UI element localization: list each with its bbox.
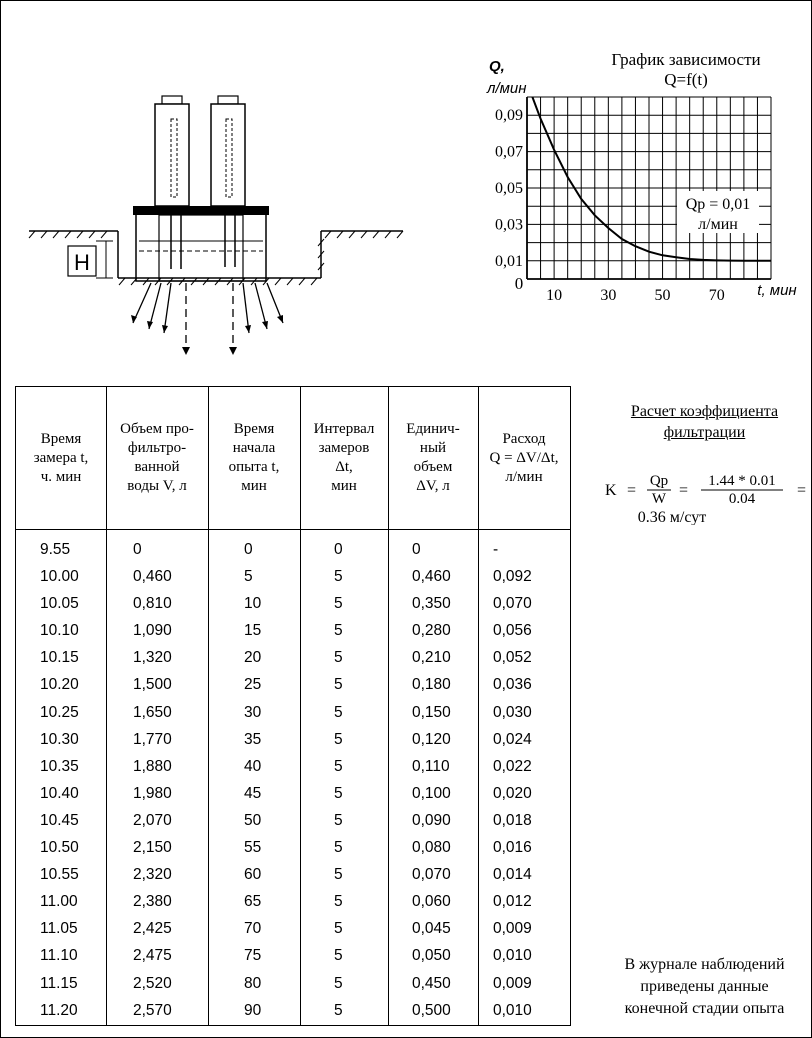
table-cell: 15 (244, 622, 262, 640)
table-cell: 1,320 (133, 649, 172, 667)
table-cell: 0,022 (493, 757, 532, 775)
formula-den1: W (651, 491, 667, 507)
table-cell: 40 (244, 757, 262, 775)
y-tick-label: 0,09 (495, 107, 523, 125)
header-interval: Интервал замеров Δt, мин (313, 421, 375, 494)
table-row (16, 781, 570, 808)
table-cell: 10.30 (40, 730, 79, 748)
table-cell: 5 (244, 568, 253, 586)
table-cell: 1,980 (133, 784, 172, 802)
table-cell: 0,180 (412, 676, 451, 694)
table-cell: 50 (244, 811, 262, 829)
table-cell: 11.10 (40, 947, 78, 965)
table-cell: 0,092 (493, 568, 532, 586)
table-cell: 25 (244, 676, 262, 694)
table-cell: 5 (334, 595, 343, 613)
table-row (16, 537, 570, 564)
table-cell: 35 (244, 730, 262, 748)
table-cell: 10 (244, 595, 262, 613)
table-cell: 0,030 (493, 703, 532, 721)
table-row (16, 591, 570, 618)
table-row (16, 889, 570, 916)
table-row (16, 808, 570, 835)
table-cell: 0,450 (412, 974, 451, 992)
table-cell: 0,012 (493, 893, 532, 911)
formula-result: 0.36 м/сут (637, 509, 707, 525)
table-cell: 0,460 (412, 568, 451, 586)
table-cell: 11.05 (40, 920, 78, 938)
table-cell: 0,150 (412, 703, 451, 721)
table-cell: 70 (244, 920, 262, 938)
table-cell: 20 (244, 649, 262, 667)
flow-rate-chart (481, 41, 811, 311)
table-cell: 5 (334, 757, 343, 775)
table-cell: 5 (334, 839, 343, 857)
table-cell: 0,210 (412, 649, 451, 667)
table-cell: 10.00 (40, 568, 79, 586)
table-cell: 0,024 (493, 730, 532, 748)
column-divider (106, 529, 107, 1025)
y-tick-label: 0,07 (495, 143, 523, 161)
qp-annotation-value: Qp = 0,01 (685, 196, 751, 213)
series-line (532, 97, 771, 261)
table-cell: 1,880 (133, 757, 172, 775)
y-tick-label: 0,05 (495, 180, 523, 197)
table-cell: - (493, 541, 499, 558)
table-cell: 75 (244, 947, 262, 965)
table-cell: 2,425 (133, 920, 172, 938)
table-cell: 11.15 (40, 974, 78, 992)
formula-eq3: = (797, 482, 807, 499)
table-cell: 0,280 (412, 622, 451, 640)
table-cell: 10.40 (40, 784, 79, 802)
table-cell: 0,014 (493, 866, 532, 884)
y-axis-label: Q, (489, 58, 505, 75)
table-cell: 5 (334, 676, 343, 694)
table-cell: 10.25 (40, 703, 79, 721)
formula-k: K (605, 482, 617, 499)
table-cell: 65 (244, 893, 262, 911)
table-cell: 0,056 (493, 622, 532, 640)
table-cell: 90 (244, 1001, 262, 1019)
table-cell: 10.50 (40, 839, 79, 857)
table-cell: 11.20 (40, 1001, 78, 1019)
table-cell: 0,009 (493, 920, 532, 938)
table-cell: 10.10 (40, 622, 79, 640)
table-cell: 0 (412, 541, 421, 558)
qp-annotation-unit: л/мин (698, 216, 738, 233)
table-cell: 5 (334, 866, 343, 884)
table-cell: 0,009 (493, 974, 532, 992)
table-cell: 0 (334, 541, 343, 558)
table-row (16, 862, 570, 889)
x-tick-label: 50 (654, 287, 671, 304)
table-cell: 0,050 (412, 947, 451, 965)
formula-eq1: = (627, 482, 637, 499)
formula-eq2: = (679, 482, 689, 499)
table-cell: 10.05 (40, 595, 79, 613)
table-cell: 0,010 (493, 947, 532, 965)
x-tick-label: 10 (546, 287, 563, 304)
table-cell: 5 (334, 811, 343, 829)
origin-label: 0 (514, 274, 524, 293)
table-cell: 1,770 (133, 730, 172, 748)
formula-num1: Qp (649, 473, 669, 489)
header-flow-rate: Расход Q = ΔV/Δt, л/мин (489, 430, 559, 485)
formula-den2: 0.04 (728, 491, 756, 507)
x-tick-label: 30 (600, 287, 617, 304)
table-cell: 0,052 (493, 649, 532, 667)
header-measure-time: Время замера t, ч. мин (33, 430, 89, 485)
measurement-table (15, 386, 571, 1026)
table-cell: 0,110 (412, 757, 450, 775)
x-tick-labels (546, 287, 725, 304)
table-cell: 2,520 (133, 974, 172, 992)
note-line3: конечной стадии опыта (624, 1000, 785, 1017)
calc-title-line2: фильтрации (663, 424, 746, 441)
table-cell: 0,460 (133, 568, 172, 586)
header-filtered-volume: Объем про- фильтро- ванной воды V, л (120, 421, 194, 494)
table-cell: 0,070 (412, 866, 451, 884)
table-cell: 0,010 (493, 1001, 532, 1019)
x-tick-label: 70 (708, 287, 725, 304)
table-cell: 5 (334, 974, 343, 992)
table-cell: 0,350 (412, 595, 451, 613)
table-row (16, 645, 570, 672)
table-row (16, 998, 570, 1025)
table-cell: 10.45 (40, 811, 79, 829)
table-cell: 5 (334, 703, 343, 721)
table-row (16, 672, 570, 699)
table-body (16, 537, 570, 1025)
table-cell: 5 (334, 568, 343, 586)
table-cell: 2,475 (133, 947, 172, 965)
table-cell: 0,080 (412, 839, 451, 857)
table-cell: 11.00 (40, 893, 78, 911)
table-cell: 2,380 (133, 893, 172, 911)
table-cell: 0,060 (412, 893, 451, 911)
table-cell: 10.55 (40, 866, 79, 884)
table-cell: 2,320 (133, 866, 172, 884)
table-cell: 10.15 (40, 649, 79, 667)
table-row (16, 564, 570, 591)
column-divider (478, 529, 479, 1025)
table-row (16, 754, 570, 781)
header-start-time: Время начала опыта t, мин (228, 421, 280, 494)
column-divider (208, 529, 209, 1025)
table-cell: 45 (244, 784, 262, 802)
chart-subtitle: Q=f(t) (664, 70, 708, 89)
h-label: H (74, 250, 90, 275)
k-formula (597, 463, 812, 525)
column-divider (388, 529, 389, 1025)
table-cell: 5 (334, 947, 343, 965)
note-line1: В журнале наблюдений (624, 956, 785, 973)
table-cell: 0,045 (412, 920, 451, 938)
table-cell: 0,090 (412, 811, 451, 829)
table-cell: 0 (133, 541, 142, 558)
table-cell: 5 (334, 1001, 343, 1019)
table-cell: 5 (334, 920, 343, 938)
table-cell: 0,120 (412, 730, 451, 748)
table-cell: 0,016 (493, 839, 532, 857)
header-unit-volume: Единич- ный объем ΔV, л (406, 421, 460, 494)
journal-note (597, 954, 812, 1020)
table-cell: 0 (244, 541, 253, 558)
x-axis-label: t, мин (757, 282, 797, 299)
y-tick-labels (495, 107, 523, 270)
calc-title-line1: Расчет коэффициента (630, 403, 779, 420)
table-cell: 2,070 (133, 811, 172, 829)
table-cell: 5 (334, 784, 343, 802)
table-cell: 0,018 (493, 811, 532, 829)
y-axis-unit: л/мин (487, 80, 527, 97)
table-cell: 0,100 (412, 784, 451, 802)
y-tick-label: 0,03 (495, 216, 523, 234)
table-cell: 0,070 (493, 595, 532, 613)
table-cell: 0,020 (493, 784, 532, 802)
table-row (16, 618, 570, 645)
table-row (16, 835, 570, 862)
table-cell: 60 (244, 866, 262, 884)
table-cell: 80 (244, 974, 262, 992)
note-line2: приведены данные (640, 978, 769, 995)
table-cell: 1,650 (133, 703, 172, 721)
table-cell: 0,500 (412, 1001, 451, 1019)
formula-num2: 1.44 * 0.01 (708, 473, 776, 489)
chart-title: График зависимости (611, 50, 761, 69)
y-tick-label: 0,01 (495, 252, 523, 270)
infiltrometer-diagram (21, 91, 411, 361)
table-cell: 5 (334, 730, 343, 748)
table-cell: 5 (334, 649, 343, 667)
table-cell: 1,090 (133, 622, 172, 640)
column-divider (300, 529, 301, 1025)
table-cell: 0,810 (133, 595, 172, 613)
table-cell: 1,500 (133, 676, 172, 694)
table-row (16, 700, 570, 727)
calc-title (597, 401, 812, 443)
table-row (16, 943, 570, 970)
table-row (16, 916, 570, 943)
table-cell: 0,036 (493, 676, 532, 694)
table-cell: 5 (334, 622, 343, 640)
table-cell: 55 (244, 839, 262, 857)
table-cell: 5 (334, 893, 343, 911)
table-row (16, 971, 570, 998)
table-cell: 10.35 (40, 757, 79, 775)
table-cell: 2,150 (133, 839, 172, 857)
table-row (16, 727, 570, 754)
table-cell: 2,570 (133, 1001, 172, 1019)
table-header (16, 387, 570, 530)
table-cell: 10.20 (40, 676, 79, 694)
table-cell: 9.55 (40, 541, 71, 558)
table-cell: 30 (244, 703, 262, 721)
